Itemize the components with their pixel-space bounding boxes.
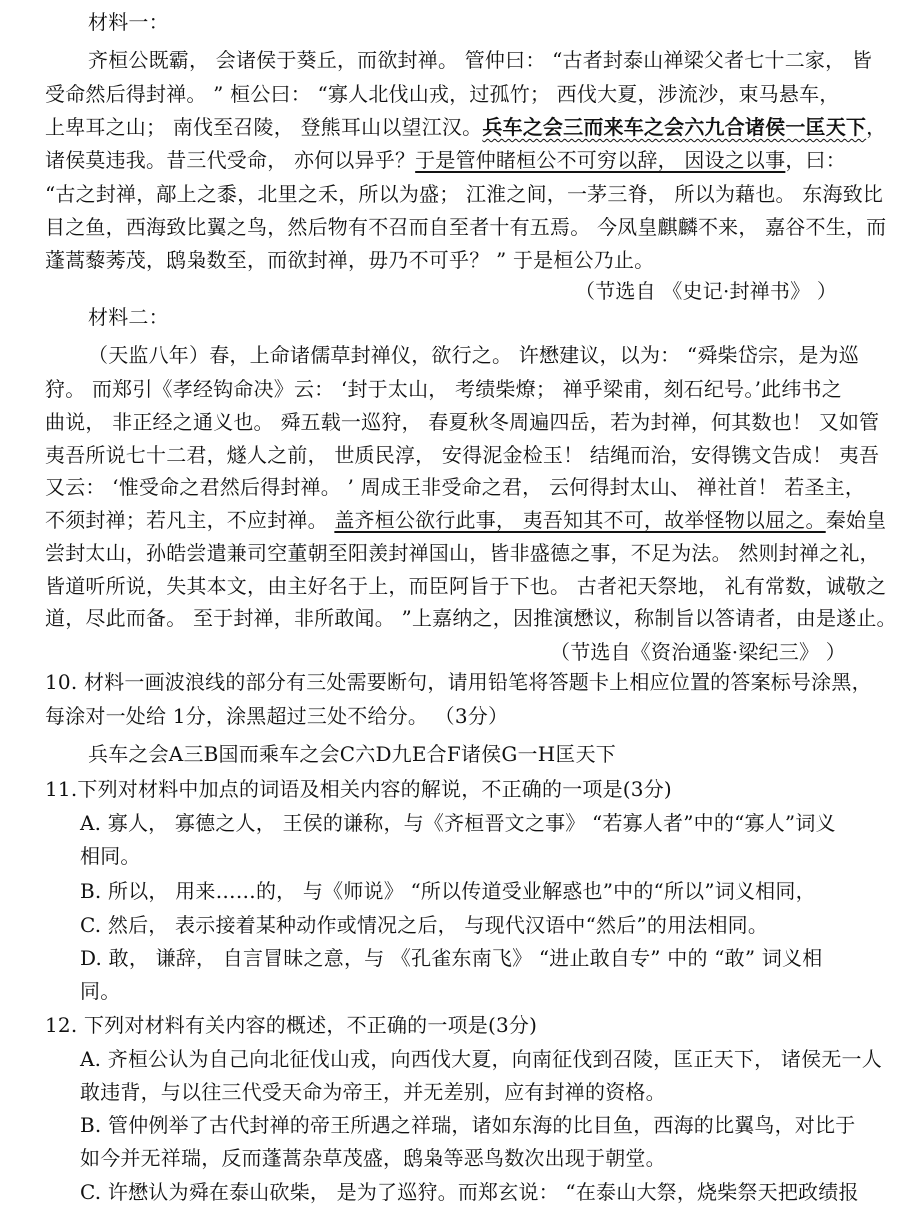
question-10-line-2: 每涂对一处给 1分，涂黑超过三处不给分。 （3分） xyxy=(45,704,509,728)
material1-line-3-text: 上卑耳之山； 南伐至召陵， 登熊耳山以望江汉。 xyxy=(45,115,483,139)
question-11-option-a-line-2: 相同。 xyxy=(80,844,141,868)
question-10-options: 兵车之会A三B国而乘车之会C六D九E合F诸侯G一H匡天下 xyxy=(88,742,616,766)
question-11-option-c: C. 然后， 表示接着某种动作或情况之后， 与现代汉语中“然后”的用法相同。 xyxy=(80,913,769,937)
question-11-option-b: B. 所以， 用来……的， 与《师说》 “所以传道受业解惑也”中的“所以”词义相同， xyxy=(80,879,816,903)
material1-source: （节选自 《史记·封禅书》 ） xyxy=(575,279,838,303)
question-12-option-a-line-2: 敢违背，与以往三代受天命为帝王，并无差别，应有封禅的资格。 xyxy=(80,1080,666,1104)
material2-source: （节选自《资治通鉴·梁纪三》 ） xyxy=(550,640,846,664)
question-11-option-a-line-1: A. 寡人， 寡德之人， 王侯的谦称，与《齐桓晋文之事》 “若寡人者”中的“寡人”词义 xyxy=(80,811,836,835)
material2-line-6-end: 秦始皇 xyxy=(825,508,887,532)
material2-line-8: 皆道听所说，失其本文，由主好名于上，而臣阿旨于下也。 古者祀天祭地， 礼有常数，诚敬之 xyxy=(45,574,887,598)
material2-line-6 xyxy=(45,506,886,534)
material1-line-4 xyxy=(45,146,846,174)
material2-line-9: 道，尽此而备。 至于封禅，非所敢闻。 ”上嘉纳之，因推演懋议，称制旨以答请者，由是遂止。 xyxy=(45,606,897,630)
material2-heading: 材料二： xyxy=(88,305,169,329)
material1-line-4-end: ，曰： xyxy=(785,148,846,172)
question-12-option-b-line-2: 如今并无祥瑞，反而蓬蒿杂草茂盛，鸱枭等恶鸟数次出现于朝堂。 xyxy=(80,1146,666,1170)
material1-line-4-text: 诸侯莫违我。昔三代受命， 亦何以异乎？ xyxy=(45,148,416,172)
material2-line-7: 尝封太山，孙皓尝遣兼司空董朝至阳羡封禅国山，皆非盛德之事，不足为法。 然则封禅之礼， xyxy=(45,541,880,565)
material1-line-7: 蓬蒿藜莠茂，鸱枭数至，而欲封禅，毋乃不可乎？ ” 于是桓公乃止。 xyxy=(45,248,655,272)
underlined-sentence-2: 盖齐桓公欲行此事， 夷吾知其不可，故举怪物以屈之。 xyxy=(334,508,826,532)
material1-line-3-end: ， xyxy=(866,115,887,139)
material1-line-3 xyxy=(45,113,886,141)
material2-line-3: 曲说， 非正经之通义也。 舜五载一巡狩， 春夏秋冬周遍四岳，若为封禅，何其数也！ 又如管 xyxy=(45,410,880,434)
material1-heading: 材料一： xyxy=(88,10,169,34)
material1-line-1: 齐桓公既霸， 会诸侯于葵丘，而欲封禅。 管仲曰： “古者封泰山禅梁父者七十二家， 皆 xyxy=(88,48,873,72)
question-12-option-c-line-1: C. 许懋认为舜在泰山砍柴， 是为了巡狩。而郑玄说： “在泰山大祭，烧柴祭天把政绩报 xyxy=(80,1180,859,1204)
question-11-option-d-line-2: 同。 xyxy=(80,979,121,1003)
material2-line-6-text: 不须封禅；若凡主，不应封禅。 xyxy=(45,508,335,532)
question-11-option-d-line-1: D. 敢， 谦辞， 自言冒昧之意，与 《孔雀东南飞》 “进止敢自专” 中的 “敢” 词义相 xyxy=(80,946,823,970)
material1-line-2: 受命然后得封禅。 ” 桓公曰： “寡人北伐山戎，过孤竹； 西伐大夏，涉流沙，束马悬车， xyxy=(45,82,840,106)
material2-line-5: 又云： ‘惟受命之君然后得封禅。 ’ 周成王非受命之君， 云何得封太山、 禅社首！ 若圣主， xyxy=(45,475,866,499)
question-12-option-b-line-1: B. 管仲例举了古代封禅的帝王所遇之祥瑞，诸如东海的比目鱼，西海的比翼鸟，对比于 xyxy=(80,1113,856,1137)
question-12-option-a-line-1: A. 齐桓公认为自己向北征伐山戎，向西伐大夏，向南征伐到召陵，匡正天下， 诸侯无一人 xyxy=(80,1047,882,1071)
question-12-stem: 12. 下列对材料有关内容的概述，不正确的一项是(3分) xyxy=(45,1013,538,1037)
material2-line-2: 狩。 而郑引《孝经钩命决》云： ‘封于太山， 考绩柴燎； 禅乎梁甫，刻石纪号。’此纬书之 xyxy=(45,377,842,401)
question-10-line-1: 10. 材料一画波浪线的部分有三处需要断句，请用铅笔将答题卡上相应位置的答案标号涂黑， xyxy=(45,670,872,694)
material2-line-4: 夷吾所说七十二君，燧人之前， 世质民淳， 安得泥金检玉！ 结绳而治，安得镌文告成！ 夷吾 xyxy=(45,443,880,467)
wavy-underlined-passage: 兵车之会三而来车之会六九合诸侯一匡天下 xyxy=(482,115,867,139)
material1-line-5: “古之封禅，鄗上之黍，北里之禾，所以为盛； 江淮之间，一茅三脊， 所以为藉也。 东海致比 xyxy=(45,182,884,206)
underlined-sentence-1: 于是管仲睹桓公不可穷以辞， 因设之以事 xyxy=(415,148,786,172)
material1-line-6: 目之鱼，西海致比翼之鸟，然后物有不召而自至者十有五焉。 今凤皇麒麟不来， 嘉谷不生，而 xyxy=(45,215,887,239)
question-11-stem: 11.下列对材料中加点的词语及相关内容的解说，不正确的一项是(3分) xyxy=(45,777,672,801)
material2-line-1: （天监八年）春，上命诸儒草封禅仪，欲行之。 许懋建议，以为： “舜柴岱宗，是为巡 xyxy=(88,343,859,367)
